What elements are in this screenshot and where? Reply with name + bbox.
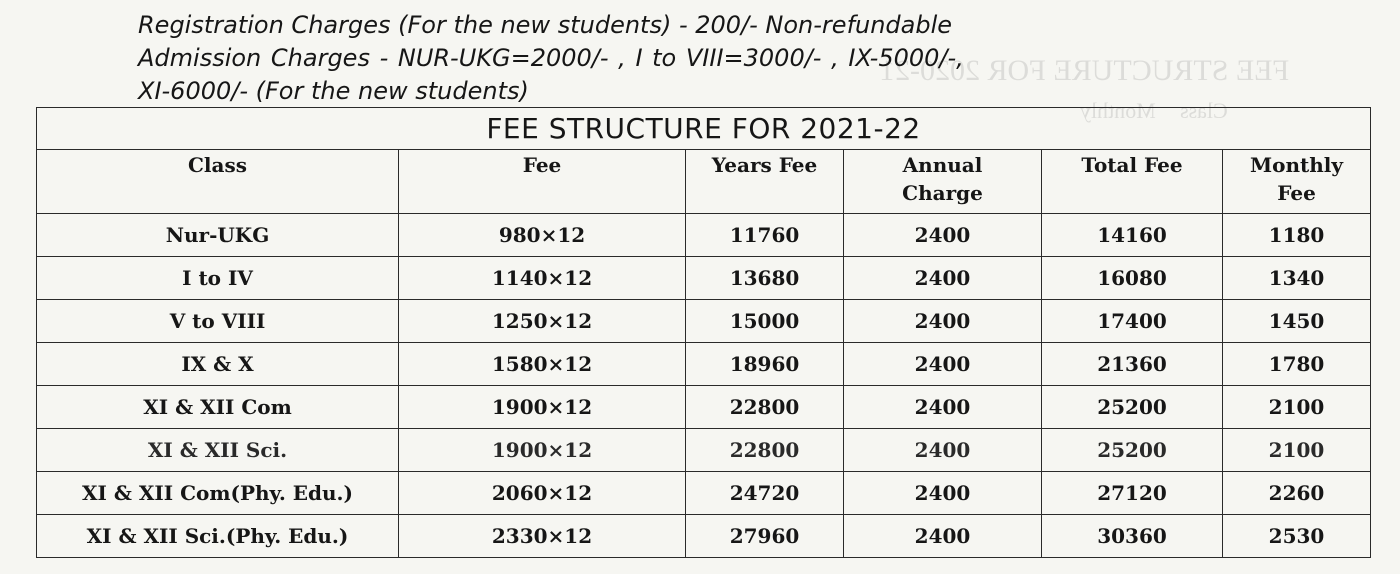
table-title-row: [37, 108, 1371, 150]
cell-annual-charge: 2400: [844, 515, 1042, 558]
column-header-fee: Fee: [399, 150, 686, 214]
cell-fee: 980×12: [399, 214, 686, 257]
cell-years-fee: 15000: [686, 300, 844, 343]
table-header-row: [37, 150, 1371, 214]
cell-monthly-fee: 2100: [1223, 429, 1371, 472]
cell-class: XI & XII Sci.(Phy. Edu.): [37, 515, 399, 558]
column-header-class: Class: [37, 150, 399, 214]
cell-total-fee: 16080: [1042, 257, 1223, 300]
cell-class: V to VIII: [37, 300, 399, 343]
cell-annual-charge: 2400: [844, 472, 1042, 515]
table-row: [37, 386, 1371, 429]
cell-annual-charge: 2400: [844, 386, 1042, 429]
cell-total-fee: 27120: [1042, 472, 1223, 515]
cell-total-fee: 21360: [1042, 343, 1223, 386]
table-row: [37, 343, 1371, 386]
cell-annual-charge: 2400: [844, 343, 1042, 386]
registration-charges-line: Registration Charges (For the new students) - 200/- Non-refundable: [138, 11, 953, 39]
cell-annual-charge: 2400: [844, 214, 1042, 257]
cell-annual-charge: 2400: [844, 429, 1042, 472]
cell-monthly-fee: 1450: [1223, 300, 1371, 343]
cell-monthly-fee: 2530: [1223, 515, 1371, 558]
cell-class: XI & XII Com(Phy. Edu.): [37, 472, 399, 515]
table-row: [37, 257, 1371, 300]
cell-monthly-fee: 2260: [1223, 472, 1371, 515]
charges-header: [138, 8, 1338, 107]
table-row: [37, 300, 1371, 343]
table-row: [37, 515, 1371, 558]
cell-class: I to IV: [37, 257, 399, 300]
cell-monthly-fee: 2100: [1223, 386, 1371, 429]
table-row: [37, 214, 1371, 257]
cell-total-fee: 25200: [1042, 386, 1223, 429]
cell-annual-charge: 2400: [844, 257, 1042, 300]
admission-charges-line-continued: XI-6000/- (For the new students): [138, 77, 529, 105]
cell-class: XI & XII Com: [37, 386, 399, 429]
column-header-years-fee: Years Fee: [686, 150, 844, 214]
table-row: [37, 472, 1371, 515]
cell-total-fee: 25200: [1042, 429, 1223, 472]
cell-class: XI & XII Sci.: [37, 429, 399, 472]
cell-annual-charge: 2400: [844, 300, 1042, 343]
cell-years-fee: 13680: [686, 257, 844, 300]
cell-total-fee: 30360: [1042, 515, 1223, 558]
fee-structure-table: [36, 107, 1371, 558]
cell-total-fee: 14160: [1042, 214, 1223, 257]
bleed-through-title: FEE STRUCTURE FOR 2020-21: [880, 54, 1290, 87]
cell-years-fee: 22800: [686, 386, 844, 429]
cell-total-fee: 17400: [1042, 300, 1223, 343]
cell-class: Nur-UKG: [37, 214, 399, 257]
column-header-monthly-fee: Monthly Fee: [1223, 150, 1371, 214]
cell-class: IX & X: [37, 343, 399, 386]
bleed-through-monthly-column: Monthly: [1080, 98, 1156, 123]
cell-monthly-fee: 1180: [1223, 214, 1371, 257]
table-row: [37, 429, 1371, 472]
column-header-annual-charge: Annual Charge: [844, 150, 1042, 214]
cell-years-fee: 22800: [686, 429, 844, 472]
cell-fee: 1140×12: [399, 257, 686, 300]
cell-fee: 1900×12: [399, 429, 686, 472]
cell-fee: 1900×12: [399, 386, 686, 429]
cell-fee: 1580×12: [399, 343, 686, 386]
cell-years-fee: 11760: [686, 214, 844, 257]
cell-years-fee: 24720: [686, 472, 844, 515]
cell-monthly-fee: 1780: [1223, 343, 1371, 386]
column-header-total-fee: Total Fee: [1042, 150, 1223, 214]
cell-fee: 2330×12: [399, 515, 686, 558]
table-title: FEE STRUCTURE FOR 2021-22: [37, 108, 1371, 150]
cell-years-fee: 18960: [686, 343, 844, 386]
cell-years-fee: 27960: [686, 515, 844, 558]
bleed-through-class-column: Class: [1180, 98, 1228, 123]
admission-charges-line: Admission Charges - NUR-UKG=2000/- , I to VIII=3000/- , IX-5000/-,: [138, 44, 964, 72]
cell-fee: 1250×12: [399, 300, 686, 343]
cell-monthly-fee: 1340: [1223, 257, 1371, 300]
cell-fee: 2060×12: [399, 472, 686, 515]
